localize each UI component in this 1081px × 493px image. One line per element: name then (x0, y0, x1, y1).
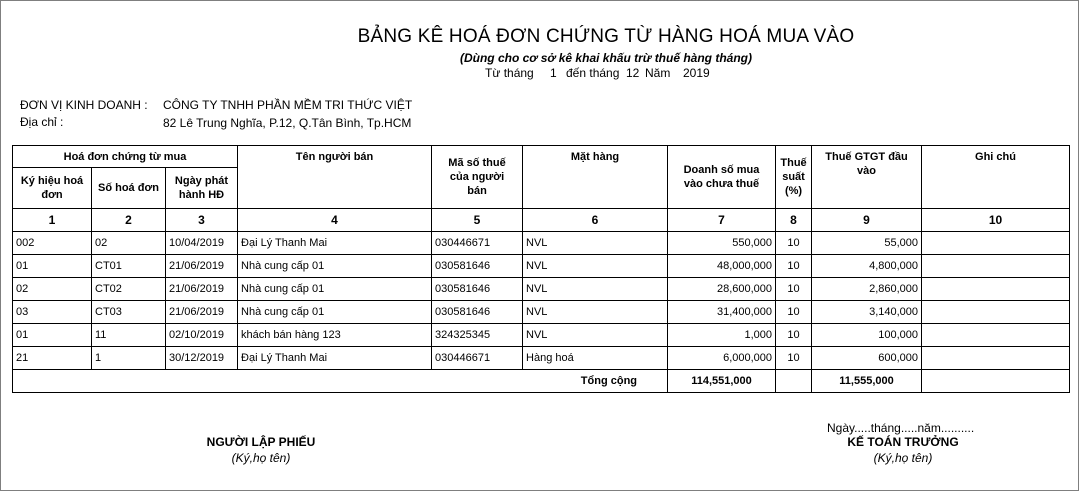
cell-issue-date: 21/06/2019 (166, 278, 238, 301)
cell-purchase-amount: 1,000 (668, 324, 776, 347)
company-address-label: Địa chỉ : (20, 115, 64, 129)
cell-seller-tax-code: 030581646 (432, 278, 523, 301)
total-label: Tổng cộng (13, 370, 668, 393)
table-row (13, 347, 1070, 370)
cell-note (922, 301, 1070, 324)
accountant-title: KẾ TOÁN TRƯỞNG (847, 435, 959, 449)
cell-note (922, 324, 1070, 347)
cell-invoice-symbol: 03 (13, 301, 92, 324)
column-number: 2 (92, 209, 166, 232)
company-address-value: 82 Lê Trung Nghĩa, P.12, Q.Tân Bình, Tp.HCM (163, 116, 412, 130)
period-to-value: 12 (626, 66, 640, 80)
col-header-seller-tax-code: Mã số thuế của người bán (432, 146, 523, 209)
cell-note (922, 278, 1070, 301)
cell-input-vat: 4,800,000 (812, 255, 922, 278)
column-number-row (13, 209, 1070, 232)
cell-invoice-symbol: 21 (13, 347, 92, 370)
cell-invoice-symbol: 01 (13, 255, 92, 278)
accountant-note: (Ký,họ tên) (873, 451, 933, 465)
cell-seller-tax-code: 030581646 (432, 301, 523, 324)
column-number: 4 (238, 209, 432, 232)
table-row (13, 232, 1070, 255)
cell-invoice-number: CT01 (92, 255, 166, 278)
cell-issue-date: 21/06/2019 (166, 301, 238, 324)
cell-item: NVL (523, 232, 668, 255)
col-header-invoice-symbol: Ký hiệu hoá đơn (13, 168, 92, 209)
cell-note (922, 232, 1070, 255)
cell-seller-name: Nhà cung cấp 01 (238, 301, 432, 324)
preparer-title: NGƯỜI LẬP PHIẾU (206, 435, 316, 449)
cell-note (922, 347, 1070, 370)
cell-seller-name: Đại Lý Thanh Mai (238, 347, 432, 370)
total-purchase-amount: 114,551,000 (668, 370, 776, 393)
cell-item: Hàng hoá (523, 347, 668, 370)
cell-item: NVL (523, 301, 668, 324)
period-from-value: 1 (550, 66, 557, 80)
total-row (13, 370, 1070, 393)
cell-item: NVL (523, 278, 668, 301)
signature-date-line: Ngày.....tháng.....năm.......... (827, 421, 975, 435)
cell-seller-name: khách bán hàng 123 (238, 324, 432, 347)
company-name-label: ĐƠN VỊ KINH DOANH : (20, 98, 148, 112)
cell-input-vat: 2,860,000 (812, 278, 922, 301)
cell-input-vat: 600,000 (812, 347, 922, 370)
col-header-issue-date: Ngày phát hành HĐ (166, 168, 238, 209)
col-header-input-vat: Thuế GTGT đầu vào (812, 146, 922, 209)
cell-item: NVL (523, 324, 668, 347)
cell-purchase-amount: 550,000 (668, 232, 776, 255)
column-number: 3 (166, 209, 238, 232)
col-header-invoice-number: Số hoá đơn (92, 168, 166, 209)
cell-seller-name: Nhà cung cấp 01 (238, 278, 432, 301)
cell-tax-rate: 10 (776, 301, 812, 324)
cell-tax-rate: 10 (776, 347, 812, 370)
cell-seller-name: Đại Lý Thanh Mai (238, 232, 432, 255)
cell-input-vat: 100,000 (812, 324, 922, 347)
table-header-row-1 (13, 146, 1070, 168)
cell-invoice-number: CT03 (92, 301, 166, 324)
col-header-tax-rate: Thuế suất (%) (776, 146, 812, 209)
cell-invoice-symbol: 002 (13, 232, 92, 255)
cell-seller-name: Nhà cung cấp 01 (238, 255, 432, 278)
preparer-note: (Ký,họ tên) (231, 451, 291, 465)
cell-invoice-number: 1 (92, 347, 166, 370)
cell-purchase-amount: 31,400,000 (668, 301, 776, 324)
cell-input-vat: 55,000 (812, 232, 922, 255)
period-from-label: Từ tháng (485, 66, 534, 80)
company-name-value: CÔNG TY TNHH PHẦN MỀM TRI THỨC VIỆT (163, 98, 413, 112)
cell-input-vat: 3,140,000 (812, 301, 922, 324)
report-title: BẢNG KÊ HOÁ ĐƠN CHỨNG TỪ HÀNG HOÁ MUA VÀO (357, 26, 855, 47)
group-header: Hoá đơn chứng từ mua (13, 146, 238, 168)
table-row (13, 255, 1070, 278)
column-number: 7 (668, 209, 776, 232)
total-input-vat: 11,555,000 (812, 370, 922, 393)
cell-issue-date: 21/06/2019 (166, 255, 238, 278)
cell-note (922, 255, 1070, 278)
cell-invoice-number: 02 (92, 232, 166, 255)
table-row (13, 301, 1070, 324)
cell-purchase-amount: 6,000,000 (668, 347, 776, 370)
col-header-seller-name: Tên người bán (238, 146, 432, 209)
column-number: 5 (432, 209, 523, 232)
cell-invoice-symbol: 01 (13, 324, 92, 347)
cell-tax-rate: 10 (776, 324, 812, 347)
cell-purchase-amount: 28,600,000 (668, 278, 776, 301)
total-tax-rate-empty (776, 370, 812, 393)
report-subtitle: (Dùng cho cơ sở kê khai khấu trừ thuế hàng tháng) (459, 51, 753, 65)
column-number: 9 (812, 209, 922, 232)
column-number: 6 (523, 209, 668, 232)
col-header-purchase-amount: Doanh số mua vào chưa thuế (668, 146, 776, 209)
table-row (13, 324, 1070, 347)
period-year-value: 2019 (683, 66, 710, 80)
total-note-empty (922, 370, 1070, 393)
column-number: 10 (922, 209, 1070, 232)
cell-seller-tax-code: 030581646 (432, 255, 523, 278)
accountant-signature (803, 435, 1003, 465)
cell-tax-rate: 10 (776, 255, 812, 278)
cell-invoice-symbol: 02 (13, 278, 92, 301)
cell-seller-tax-code: 030446671 (432, 232, 523, 255)
cell-tax-rate: 10 (776, 232, 812, 255)
period-to-label: đến tháng (566, 66, 620, 80)
table-row (13, 278, 1070, 301)
preparer-signature (161, 435, 361, 465)
col-header-note: Ghi chú (922, 146, 1070, 209)
cell-item: NVL (523, 255, 668, 278)
cell-issue-date: 30/12/2019 (166, 347, 238, 370)
cell-tax-rate: 10 (776, 278, 812, 301)
cell-invoice-number: CT02 (92, 278, 166, 301)
cell-seller-tax-code: 030446671 (432, 347, 523, 370)
cell-invoice-number: 11 (92, 324, 166, 347)
col-header-item: Mặt hàng (523, 146, 668, 209)
cell-purchase-amount: 48,000,000 (668, 255, 776, 278)
column-number: 1 (13, 209, 92, 232)
cell-seller-tax-code: 324325345 (432, 324, 523, 347)
column-number: 8 (776, 209, 812, 232)
cell-issue-date: 02/10/2019 (166, 324, 238, 347)
invoice-table (12, 145, 1070, 393)
period-year-label: Năm (645, 66, 671, 80)
cell-issue-date: 10/04/2019 (166, 232, 238, 255)
